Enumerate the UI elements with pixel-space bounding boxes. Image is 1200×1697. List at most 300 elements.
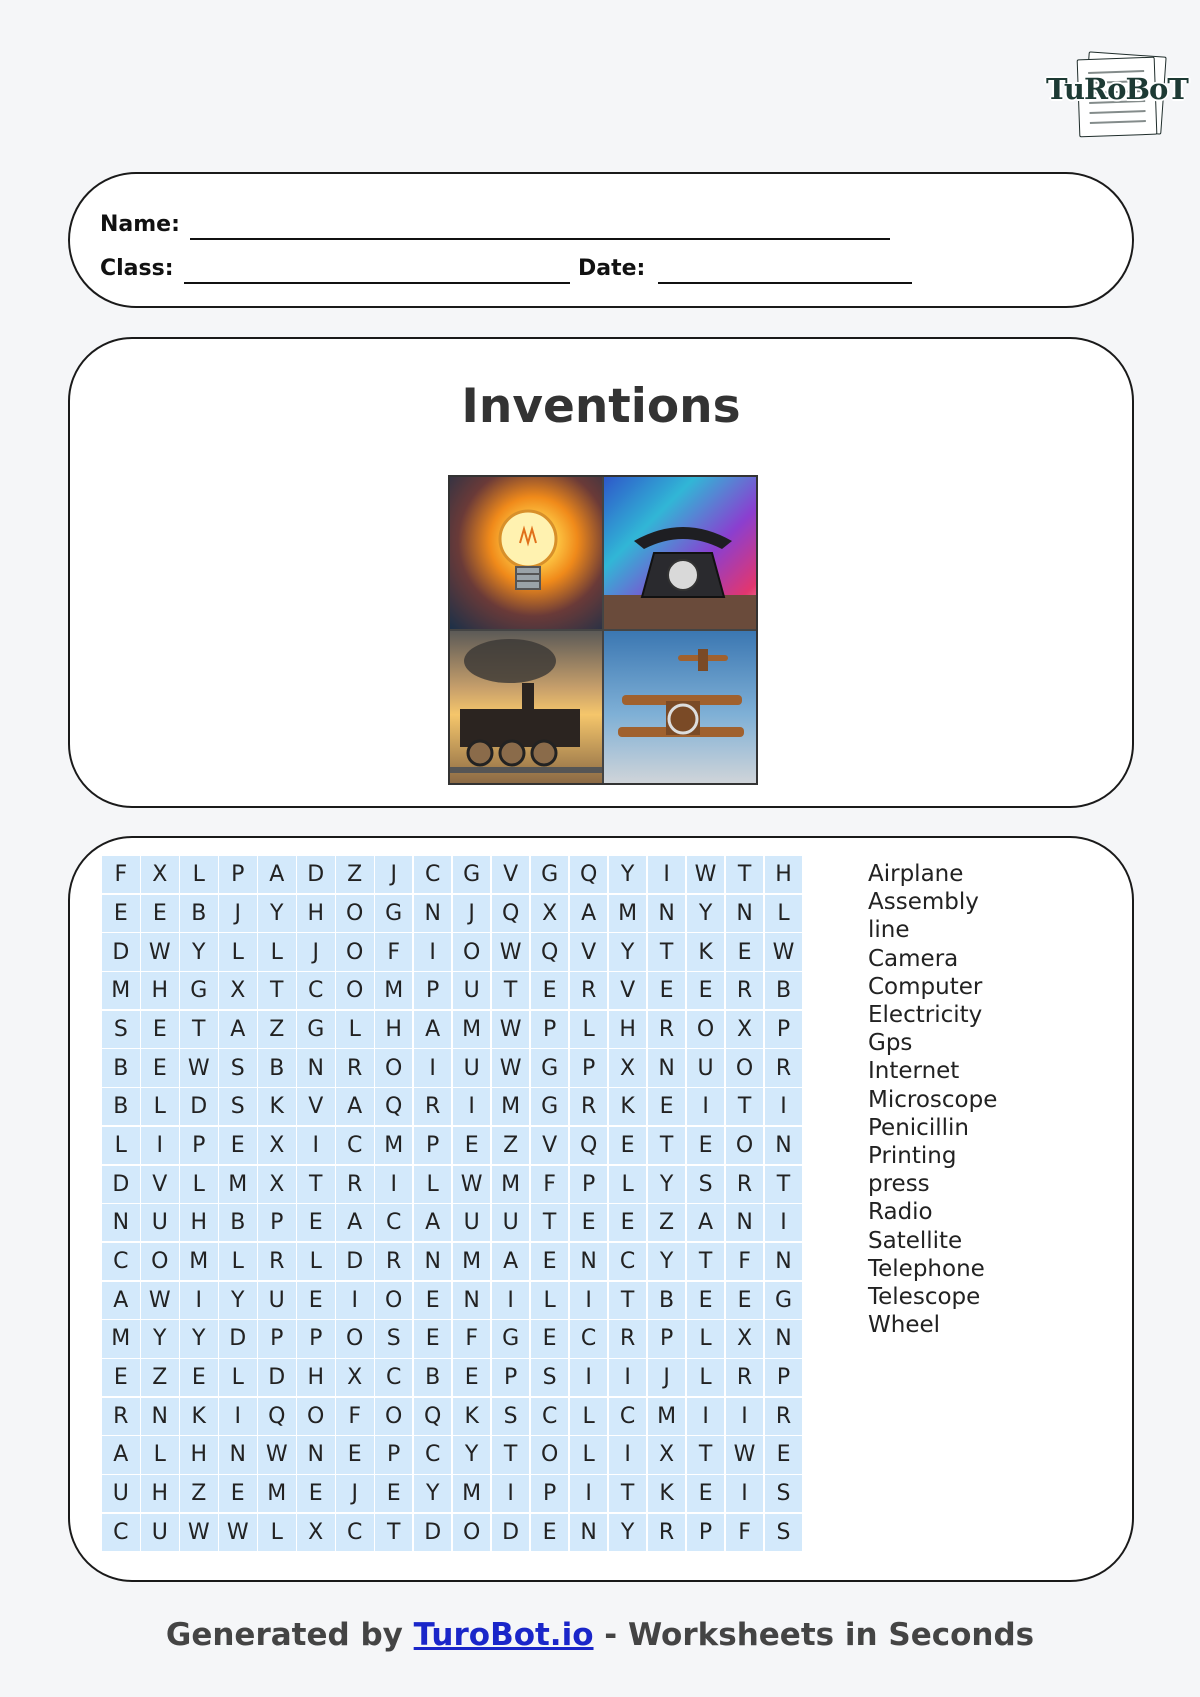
grid-cell[interactable]: C: [297, 972, 335, 1009]
grid-cell[interactable]: P: [765, 1011, 803, 1048]
grid-cell[interactable]: C: [531, 1398, 569, 1435]
grid-cell[interactable]: G: [297, 1011, 335, 1048]
grid-cell[interactable]: B: [219, 1204, 257, 1241]
grid-cell[interactable]: U: [453, 1204, 491, 1241]
grid-cell[interactable]: Q: [570, 1127, 608, 1164]
grid-cell[interactable]: I: [687, 1088, 725, 1125]
grid-cell[interactable]: R: [726, 972, 764, 1009]
grid-cell[interactable]: O: [336, 895, 374, 932]
grid-cell[interactable]: P: [570, 1166, 608, 1203]
grid-cell[interactable]: I: [570, 1359, 608, 1396]
grid-cell[interactable]: C: [609, 1243, 647, 1280]
grid-cell[interactable]: V: [609, 972, 647, 1009]
grid-cell[interactable]: T: [492, 972, 530, 1009]
grid-cell[interactable]: D: [102, 933, 140, 970]
grid-cell[interactable]: A: [336, 1204, 374, 1241]
grid-cell[interactable]: A: [570, 895, 608, 932]
grid-cell[interactable]: E: [531, 1514, 569, 1551]
grid-cell[interactable]: I: [492, 1475, 530, 1512]
grid-cell[interactable]: O: [297, 1398, 335, 1435]
grid-cell[interactable]: E: [687, 1475, 725, 1512]
grid-cell[interactable]: P: [414, 972, 452, 1009]
grid-cell[interactable]: P: [648, 1320, 686, 1357]
grid-cell[interactable]: X: [258, 1166, 296, 1203]
grid-cell[interactable]: I: [414, 933, 452, 970]
grid-cell[interactable]: P: [219, 856, 257, 893]
grid-cell[interactable]: R: [648, 1011, 686, 1048]
grid-cell[interactable]: G: [531, 1049, 569, 1086]
grid-cell[interactable]: P: [414, 1127, 452, 1164]
grid-cell[interactable]: T: [609, 1475, 647, 1512]
grid-cell[interactable]: J: [648, 1359, 686, 1396]
grid-cell[interactable]: E: [726, 933, 764, 970]
grid-cell[interactable]: P: [570, 1049, 608, 1086]
grid-cell[interactable]: Y: [609, 1514, 647, 1551]
grid-cell[interactable]: E: [726, 1282, 764, 1319]
grid-cell[interactable]: T: [609, 1282, 647, 1319]
grid-cell[interactable]: O: [531, 1436, 569, 1473]
grid-cell[interactable]: D: [492, 1514, 530, 1551]
grid-cell[interactable]: W: [726, 1436, 764, 1473]
grid-cell[interactable]: X: [648, 1436, 686, 1473]
grid-cell[interactable]: N: [648, 1049, 686, 1086]
grid-cell[interactable]: Y: [414, 1475, 452, 1512]
grid-cell[interactable]: I: [609, 1359, 647, 1396]
grid-cell[interactable]: E: [570, 1204, 608, 1241]
grid-cell[interactable]: Y: [648, 1243, 686, 1280]
grid-cell[interactable]: W: [765, 933, 803, 970]
grid-cell[interactable]: P: [258, 1204, 296, 1241]
grid-cell[interactable]: C: [570, 1320, 608, 1357]
grid-cell[interactable]: A: [102, 1282, 140, 1319]
grid-cell[interactable]: T: [492, 1436, 530, 1473]
grid-cell[interactable]: C: [102, 1243, 140, 1280]
grid-cell[interactable]: M: [453, 1475, 491, 1512]
grid-cell[interactable]: E: [609, 1127, 647, 1164]
grid-cell[interactable]: L: [297, 1243, 335, 1280]
grid-cell[interactable]: S: [765, 1475, 803, 1512]
grid-cell[interactable]: A: [102, 1436, 140, 1473]
grid-cell[interactable]: O: [375, 1282, 413, 1319]
grid-cell[interactable]: U: [141, 1204, 179, 1241]
grid-cell[interactable]: N: [570, 1243, 608, 1280]
grid-cell[interactable]: J: [336, 1475, 374, 1512]
grid-cell[interactable]: Y: [258, 895, 296, 932]
grid-cell[interactable]: R: [765, 1398, 803, 1435]
grid-cell[interactable]: T: [375, 1514, 413, 1551]
grid-cell[interactable]: E: [609, 1204, 647, 1241]
grid-cell[interactable]: F: [336, 1398, 374, 1435]
grid-cell[interactable]: R: [570, 972, 608, 1009]
grid-cell[interactable]: I: [180, 1282, 218, 1319]
grid-cell[interactable]: E: [531, 972, 569, 1009]
grid-cell[interactable]: T: [648, 1127, 686, 1164]
grid-cell[interactable]: V: [531, 1127, 569, 1164]
grid-cell[interactable]: K: [609, 1088, 647, 1125]
grid-cell[interactable]: R: [726, 1166, 764, 1203]
grid-cell[interactable]: E: [297, 1282, 335, 1319]
grid-cell[interactable]: I: [570, 1475, 608, 1512]
grid-cell[interactable]: N: [297, 1049, 335, 1086]
grid-cell[interactable]: T: [687, 1243, 725, 1280]
grid-cell[interactable]: W: [219, 1514, 257, 1551]
grid-cell[interactable]: Q: [258, 1398, 296, 1435]
grid-cell[interactable]: E: [219, 1475, 257, 1512]
grid-cell[interactable]: N: [453, 1282, 491, 1319]
grid-cell[interactable]: U: [258, 1282, 296, 1319]
grid-cell[interactable]: I: [297, 1127, 335, 1164]
grid-cell[interactable]: G: [531, 856, 569, 893]
turobot-link[interactable]: TuroBot.io: [413, 1617, 594, 1653]
grid-cell[interactable]: X: [726, 1011, 764, 1048]
grid-cell[interactable]: U: [453, 972, 491, 1009]
grid-cell[interactable]: B: [258, 1049, 296, 1086]
grid-cell[interactable]: Z: [648, 1204, 686, 1241]
grid-cell[interactable]: S: [765, 1514, 803, 1551]
grid-cell[interactable]: Z: [492, 1127, 530, 1164]
grid-cell[interactable]: W: [492, 1049, 530, 1086]
grid-cell[interactable]: D: [102, 1166, 140, 1203]
grid-cell[interactable]: N: [297, 1436, 335, 1473]
grid-cell[interactable]: T: [258, 972, 296, 1009]
grid-cell[interactable]: T: [180, 1011, 218, 1048]
grid-cell[interactable]: E: [141, 1011, 179, 1048]
grid-cell[interactable]: R: [336, 1166, 374, 1203]
grid-cell[interactable]: X: [219, 972, 257, 1009]
grid-cell[interactable]: P: [765, 1359, 803, 1396]
grid-cell[interactable]: C: [375, 1359, 413, 1396]
grid-cell[interactable]: L: [414, 1166, 452, 1203]
grid-cell[interactable]: D: [219, 1320, 257, 1357]
grid-cell[interactable]: F: [531, 1166, 569, 1203]
grid-cell[interactable]: P: [531, 1011, 569, 1048]
grid-cell[interactable]: I: [336, 1282, 374, 1319]
grid-cell[interactable]: B: [414, 1359, 452, 1396]
grid-cell[interactable]: E: [531, 1243, 569, 1280]
grid-cell[interactable]: H: [141, 972, 179, 1009]
grid-cell[interactable]: R: [609, 1320, 647, 1357]
grid-cell[interactable]: Y: [180, 933, 218, 970]
grid-cell[interactable]: P: [492, 1359, 530, 1396]
grid-cell[interactable]: F: [453, 1320, 491, 1357]
grid-cell[interactable]: K: [453, 1398, 491, 1435]
grid-cell[interactable]: E: [531, 1320, 569, 1357]
grid-cell[interactable]: E: [414, 1320, 452, 1357]
grid-cell[interactable]: F: [102, 856, 140, 893]
grid-cell[interactable]: G: [492, 1320, 530, 1357]
grid-cell[interactable]: N: [570, 1514, 608, 1551]
grid-cell[interactable]: Q: [531, 933, 569, 970]
grid-cell[interactable]: N: [765, 1320, 803, 1357]
grid-cell[interactable]: I: [453, 1088, 491, 1125]
grid-cell[interactable]: E: [414, 1282, 452, 1319]
grid-cell[interactable]: E: [687, 1127, 725, 1164]
grid-cell[interactable]: H: [609, 1011, 647, 1048]
grid-cell[interactable]: I: [765, 1204, 803, 1241]
grid-cell[interactable]: O: [336, 972, 374, 1009]
grid-cell[interactable]: A: [687, 1204, 725, 1241]
grid-cell[interactable]: T: [297, 1166, 335, 1203]
grid-cell[interactable]: H: [141, 1475, 179, 1512]
grid-cell[interactable]: P: [687, 1514, 725, 1551]
grid-cell[interactable]: Y: [219, 1282, 257, 1319]
grid-cell[interactable]: D: [336, 1243, 374, 1280]
grid-cell[interactable]: E: [141, 1049, 179, 1086]
grid-cell[interactable]: E: [453, 1359, 491, 1396]
grid-cell[interactable]: W: [141, 1282, 179, 1319]
grid-cell[interactable]: I: [141, 1127, 179, 1164]
grid-cell[interactable]: Q: [570, 856, 608, 893]
name-field[interactable]: [190, 238, 890, 240]
grid-cell[interactable]: H: [297, 1359, 335, 1396]
grid-cell[interactable]: M: [102, 1320, 140, 1357]
grid-cell[interactable]: E: [687, 972, 725, 1009]
date-field[interactable]: [658, 282, 912, 284]
grid-cell[interactable]: A: [414, 1011, 452, 1048]
grid-cell[interactable]: E: [102, 1359, 140, 1396]
grid-cell[interactable]: A: [219, 1011, 257, 1048]
grid-cell[interactable]: D: [258, 1359, 296, 1396]
grid-cell[interactable]: R: [375, 1243, 413, 1280]
grid-cell[interactable]: I: [726, 1398, 764, 1435]
grid-cell[interactable]: B: [102, 1049, 140, 1086]
grid-cell[interactable]: Y: [180, 1320, 218, 1357]
grid-cell[interactable]: E: [297, 1475, 335, 1512]
grid-cell[interactable]: C: [414, 856, 452, 893]
grid-cell[interactable]: L: [141, 1088, 179, 1125]
grid-cell[interactable]: S: [492, 1398, 530, 1435]
grid-cell[interactable]: B: [765, 972, 803, 1009]
grid-cell[interactable]: E: [180, 1359, 218, 1396]
grid-cell[interactable]: R: [648, 1514, 686, 1551]
grid-cell[interactable]: D: [180, 1088, 218, 1125]
grid-cell[interactable]: L: [102, 1127, 140, 1164]
grid-cell[interactable]: O: [453, 933, 491, 970]
grid-cell[interactable]: C: [375, 1204, 413, 1241]
grid-cell[interactable]: L: [765, 895, 803, 932]
grid-cell[interactable]: N: [219, 1436, 257, 1473]
grid-cell[interactable]: G: [375, 895, 413, 932]
grid-cell[interactable]: N: [141, 1398, 179, 1435]
grid-cell[interactable]: X: [531, 895, 569, 932]
grid-cell[interactable]: N: [414, 895, 452, 932]
grid-cell[interactable]: A: [336, 1088, 374, 1125]
grid-cell[interactable]: E: [765, 1436, 803, 1473]
grid-cell[interactable]: H: [180, 1204, 218, 1241]
grid-cell[interactable]: L: [570, 1398, 608, 1435]
grid-cell[interactable]: L: [687, 1359, 725, 1396]
grid-cell[interactable]: P: [297, 1320, 335, 1357]
grid-cell[interactable]: S: [102, 1011, 140, 1048]
grid-cell[interactable]: E: [141, 895, 179, 932]
grid-cell[interactable]: Y: [609, 856, 647, 893]
grid-cell[interactable]: Z: [336, 856, 374, 893]
grid-cell[interactable]: O: [375, 1049, 413, 1086]
grid-cell[interactable]: I: [375, 1166, 413, 1203]
grid-cell[interactable]: R: [726, 1359, 764, 1396]
grid-cell[interactable]: I: [609, 1436, 647, 1473]
grid-cell[interactable]: A: [414, 1204, 452, 1241]
grid-cell[interactable]: D: [414, 1514, 452, 1551]
grid-cell[interactable]: E: [687, 1282, 725, 1319]
grid-cell[interactable]: A: [258, 856, 296, 893]
grid-cell[interactable]: K: [648, 1475, 686, 1512]
grid-cell[interactable]: X: [609, 1049, 647, 1086]
grid-cell[interactable]: Y: [648, 1166, 686, 1203]
grid-cell[interactable]: I: [570, 1282, 608, 1319]
grid-cell[interactable]: Y: [687, 895, 725, 932]
grid-cell[interactable]: Q: [414, 1398, 452, 1435]
grid-cell[interactable]: L: [219, 1359, 257, 1396]
grid-cell[interactable]: T: [726, 856, 764, 893]
grid-cell[interactable]: P: [531, 1475, 569, 1512]
grid-cell[interactable]: L: [141, 1436, 179, 1473]
grid-cell[interactable]: O: [375, 1398, 413, 1435]
grid-cell[interactable]: J: [453, 895, 491, 932]
grid-cell[interactable]: Q: [375, 1088, 413, 1125]
grid-cell[interactable]: N: [102, 1204, 140, 1241]
grid-cell[interactable]: B: [102, 1088, 140, 1125]
grid-cell[interactable]: F: [375, 933, 413, 970]
grid-cell[interactable]: K: [258, 1088, 296, 1125]
grid-cell[interactable]: V: [297, 1088, 335, 1125]
grid-cell[interactable]: K: [687, 933, 725, 970]
grid-cell[interactable]: F: [726, 1514, 764, 1551]
grid-cell[interactable]: L: [258, 1514, 296, 1551]
grid-cell[interactable]: S: [531, 1359, 569, 1396]
grid-cell[interactable]: L: [180, 856, 218, 893]
grid-cell[interactable]: Y: [141, 1320, 179, 1357]
grid-cell[interactable]: N: [726, 1204, 764, 1241]
grid-cell[interactable]: S: [219, 1088, 257, 1125]
grid-cell[interactable]: I: [687, 1398, 725, 1435]
grid-cell[interactable]: T: [726, 1088, 764, 1125]
grid-cell[interactable]: M: [258, 1475, 296, 1512]
grid-cell[interactable]: H: [765, 856, 803, 893]
grid-cell[interactable]: I: [648, 856, 686, 893]
grid-cell[interactable]: X: [726, 1320, 764, 1357]
grid-cell[interactable]: G: [765, 1282, 803, 1319]
grid-cell[interactable]: O: [726, 1127, 764, 1164]
grid-cell[interactable]: M: [102, 972, 140, 1009]
grid-cell[interactable]: U: [141, 1514, 179, 1551]
grid-cell[interactable]: V: [492, 856, 530, 893]
grid-cell[interactable]: I: [219, 1398, 257, 1435]
grid-cell[interactable]: L: [531, 1282, 569, 1319]
grid-cell[interactable]: R: [336, 1049, 374, 1086]
grid-cell[interactable]: J: [375, 856, 413, 893]
grid-cell[interactable]: O: [687, 1011, 725, 1048]
grid-cell[interactable]: N: [765, 1243, 803, 1280]
grid-cell[interactable]: E: [375, 1475, 413, 1512]
grid-cell[interactable]: F: [726, 1243, 764, 1280]
grid-cell[interactable]: O: [336, 933, 374, 970]
grid-cell[interactable]: L: [180, 1166, 218, 1203]
grid-cell[interactable]: I: [726, 1475, 764, 1512]
grid-cell[interactable]: L: [570, 1436, 608, 1473]
grid-cell[interactable]: U: [492, 1204, 530, 1241]
grid-cell[interactable]: T: [765, 1166, 803, 1203]
grid-cell[interactable]: E: [297, 1204, 335, 1241]
grid-cell[interactable]: O: [726, 1049, 764, 1086]
grid-cell[interactable]: N: [414, 1243, 452, 1280]
grid-cell[interactable]: H: [375, 1011, 413, 1048]
grid-cell[interactable]: C: [336, 1127, 374, 1164]
grid-cell[interactable]: D: [297, 856, 335, 893]
grid-cell[interactable]: E: [336, 1436, 374, 1473]
grid-cell[interactable]: R: [258, 1243, 296, 1280]
grid-cell[interactable]: J: [297, 933, 335, 970]
grid-cell[interactable]: I: [492, 1282, 530, 1319]
grid-cell[interactable]: L: [336, 1011, 374, 1048]
grid-cell[interactable]: N: [726, 895, 764, 932]
grid-cell[interactable]: M: [375, 1127, 413, 1164]
class-field[interactable]: [184, 282, 570, 284]
grid-cell[interactable]: C: [102, 1514, 140, 1551]
grid-cell[interactable]: W: [492, 933, 530, 970]
grid-cell[interactable]: X: [336, 1359, 374, 1396]
grid-cell[interactable]: U: [102, 1475, 140, 1512]
grid-cell[interactable]: L: [570, 1011, 608, 1048]
grid-cell[interactable]: I: [765, 1088, 803, 1125]
grid-cell[interactable]: E: [648, 1088, 686, 1125]
grid-cell[interactable]: W: [492, 1011, 530, 1048]
grid-cell[interactable]: Y: [609, 933, 647, 970]
grid-cell[interactable]: R: [765, 1049, 803, 1086]
grid-cell[interactable]: Z: [180, 1475, 218, 1512]
grid-cell[interactable]: S: [375, 1320, 413, 1357]
grid-cell[interactable]: S: [219, 1049, 257, 1086]
grid-cell[interactable]: O: [336, 1320, 374, 1357]
grid-cell[interactable]: H: [180, 1436, 218, 1473]
grid-cell[interactable]: G: [531, 1088, 569, 1125]
grid-cell[interactable]: M: [648, 1398, 686, 1435]
grid-cell[interactable]: Z: [141, 1359, 179, 1396]
grid-cell[interactable]: B: [180, 895, 218, 932]
grid-cell[interactable]: W: [180, 1049, 218, 1086]
grid-cell[interactable]: C: [609, 1398, 647, 1435]
grid-cell[interactable]: M: [453, 1011, 491, 1048]
grid-cell[interactable]: E: [219, 1127, 257, 1164]
grid-cell[interactable]: W: [258, 1436, 296, 1473]
grid-cell[interactable]: T: [648, 933, 686, 970]
grid-cell[interactable]: M: [180, 1243, 218, 1280]
grid-cell[interactable]: G: [453, 856, 491, 893]
grid-cell[interactable]: M: [492, 1088, 530, 1125]
grid-cell[interactable]: P: [180, 1127, 218, 1164]
grid-cell[interactable]: M: [453, 1243, 491, 1280]
grid-cell[interactable]: U: [687, 1049, 725, 1086]
grid-cell[interactable]: W: [180, 1514, 218, 1551]
grid-cell[interactable]: R: [570, 1088, 608, 1125]
grid-cell[interactable]: V: [141, 1166, 179, 1203]
grid-cell[interactable]: Q: [492, 895, 530, 932]
grid-cell[interactable]: R: [102, 1398, 140, 1435]
grid-cell[interactable]: U: [453, 1049, 491, 1086]
grid-cell[interactable]: M: [492, 1166, 530, 1203]
grid-cell[interactable]: S: [687, 1166, 725, 1203]
grid-cell[interactable]: X: [297, 1514, 335, 1551]
grid-cell[interactable]: E: [102, 895, 140, 932]
grid-cell[interactable]: I: [414, 1049, 452, 1086]
grid-cell[interactable]: W: [687, 856, 725, 893]
grid-cell[interactable]: Y: [453, 1436, 491, 1473]
grid-cell[interactable]: X: [258, 1127, 296, 1164]
grid-cell[interactable]: L: [258, 933, 296, 970]
grid-cell[interactable]: L: [609, 1166, 647, 1203]
grid-cell[interactable]: N: [648, 895, 686, 932]
grid-cell[interactable]: T: [531, 1204, 569, 1241]
